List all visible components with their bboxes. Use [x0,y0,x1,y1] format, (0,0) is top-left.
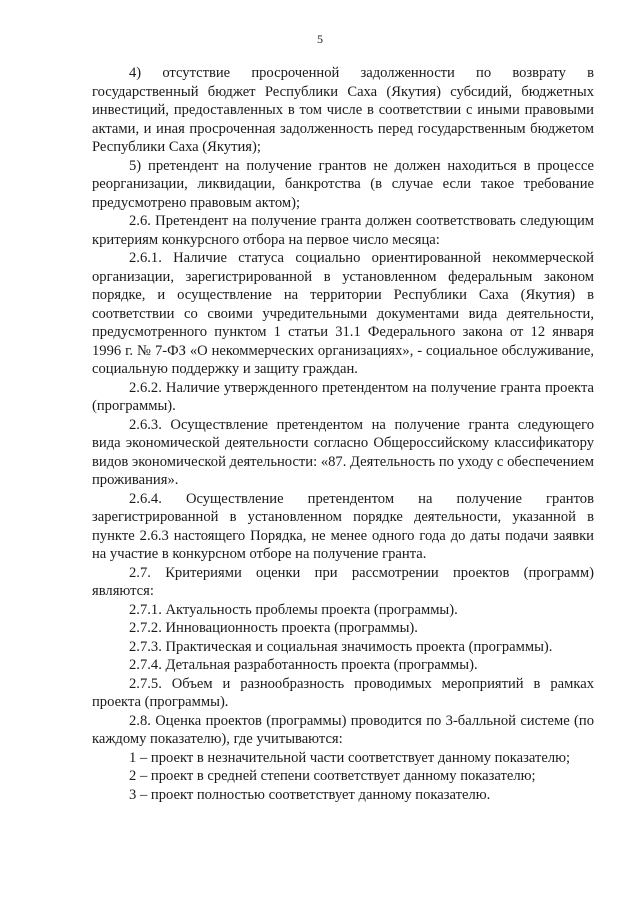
score-item-3: 3 – проект полностью соответствует данному показателю. [129,786,491,803]
score-item-2: 2 – проект в средней степени соответствует данному показателю; [129,768,536,784]
paragraph-2-7-3: 2.7.3. Практическая и социальная значимость проекта (программы). [129,638,553,655]
paragraph-2-7-2: 2.7.2. Инновационность проекта (программы). [129,620,418,636]
score-item-1: 1 – проект в незначительной части соответствует данному показателю; [129,749,571,766]
paragraph-4-debt: 4) отсутствие просроченной задолженности по возврату в государственный бюджет Республики Саха (Якутия) субсидий, бюджетных инвестиций, предоставленных в том числе в соответствии с иными правовыми актами, и иная просроченная задолженность перед государственным бюджетом Республики Саха (Якутия); [92,65,594,155]
page-number: 5 [317,32,323,46]
paragraph-2-6-4: 2.6.4. Осуществление претендентом на получение грантов зарегистрированной в установленном порядке деятельности, указанной в пункте 2.6.3 настоящего Порядка, не менее одного года до даты подачи заявки на участие в конкурсном отборе на получение гранта. [92,490,594,562]
document-body [92,64,594,804]
paragraph-2-7-1: 2.7.1. Актуальность проблемы проекта (программы). [129,601,458,618]
paragraph-2-6-3: 2.6.3. Осуществление претендентом на получение гранта следующего вида экономической деятельности согласно Общероссийскому классификатору видов экономической деятельности: «87. Деятельность по уходу с обеспечением проживания». [92,416,594,488]
paragraph-2-7-5: 2.7.5. Объем и разнообразность проводимых мероприятий в рамках проекта (программы). [92,675,594,710]
paragraph-5-reorganization: 5) претендент на получение грантов не должен находиться в процессе реорганизации, ликвидации, банкротства (в случае если такое требование предусмотрено правовым актом); [92,157,594,211]
paragraph-2-7: 2.7. Критериями оценки при рассмотрении проектов (программ) являются: [92,564,594,599]
paragraph-2-6: 2.6. Претендент на получение гранта должен соответствовать следующим критериям конкурсного отбора на первое число месяца: [92,213,594,248]
paragraph-2-7-4: 2.7.4. Детальная разработанность проекта (программы). [129,657,478,673]
paragraph-2-6-2: 2.6.2. Наличие утвержденного претендентом на получение гранта проекта (программы). [92,379,594,414]
paragraph-2-6-1: 2.6.1. Наличие статуса социально ориентированной некоммерческой организации, зарегистрированной в установленном федеральным законом порядке, и осуществление на территории Республики Саха (Якутия) в соответствии со своими учредительными документами вида деятельности, предусмотренного пунктом 1 статьи 31.1 Федерального закона от 12 января 1996 г. № 7-ФЗ «О некоммерческих организациях», - социальное обслуживание, социальную поддержку и защиту граждан. [92,250,594,377]
paragraph-2-8: 2.8. Оценка проектов (программы) проводится по 3-балльной системе (по каждому показателю), где учитываются: [92,712,594,747]
